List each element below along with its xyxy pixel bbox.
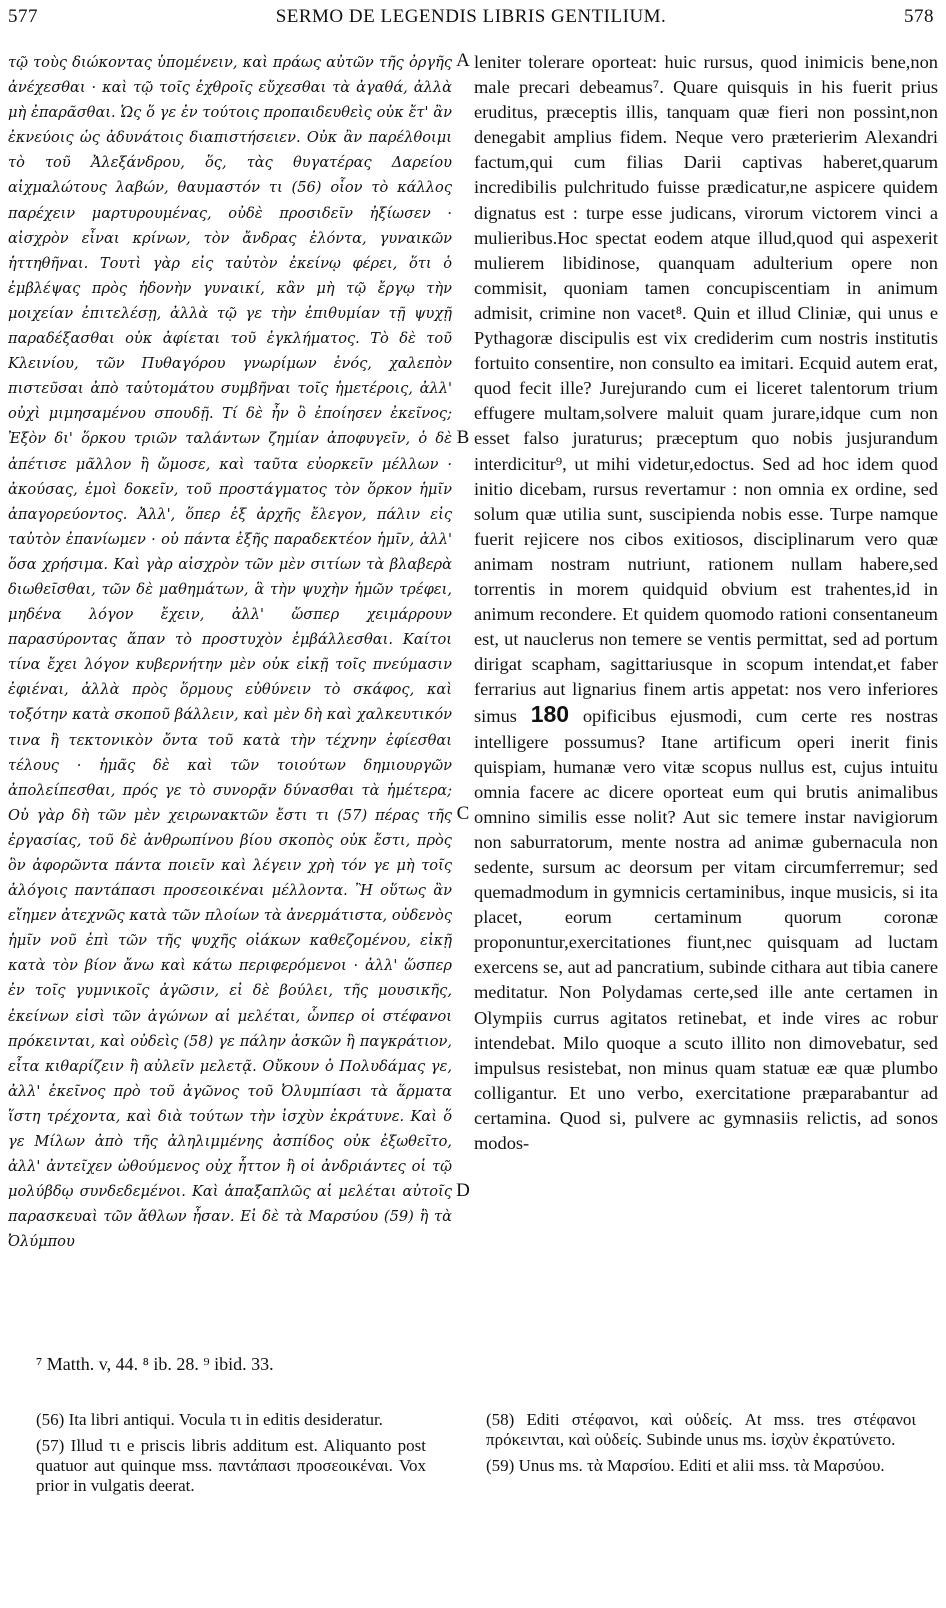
running-title: SERMO DE LEGENDIS LIBRIS GENTILIUM. — [275, 6, 667, 27]
footnotes-left — [36, 1410, 426, 1600]
greek-column — [8, 50, 452, 1460]
page-number-left: 577 — [8, 6, 38, 27]
footnote-57: (57) Illud τι e priscis libris additum est. Aliquanto post quatuor aut quinque mss. παντάπασι προσεοικέναι. Vox prior in vulgatis deerat. — [36, 1436, 426, 1495]
section-marker-b: B — [456, 427, 470, 448]
scripture-references: ⁷ Matth. v, 44. ⁸ ib. 28. ⁹ ibid. 33. — [36, 1354, 274, 1374]
latin-text-part-1: leniter tolerare oporteat: huic rursus, quod inimicis bene,non male precari debeamus⁷. Quare quisquis in his fuerit prius eruditus, præceptis illis, tanquam quæ fieri non possint,non denegabit amplius fidem. Neque vero præterierim Alexandri factum,qui cum filias Darii captivas haberet,quarum incredibilis pulchritudo fuisse prædicatur,ne aspicere quidem dignatus est : turpe esse judicans, virorum victorem vinci a mulieribus.Hoc spectat eodem atque illud,quod qui aspexerit mulierem libidinose, quanquam adulterium opere non commisit, quoniam tamen concupiscentiam in animum admisit, crimine non vacet⁸. Quin et illud Cliniæ, qui unus e Pythagoræ discipulis est vix crediderim cum nostris institutis fortuito consentire, non consulto ea imitari. Ecquid autem erat, quod fecit ille? Jurejurando cum ei liceret talentorum trium effugere multam,solvere maluit quam jurare,idque cum non esset falso juraturus; præceptum quo nobis jusjurandum interdicitur⁹, ut mihi videtur,edoctus. Sed ad hoc idem quod initio dicebam, rursus revertamur : non omnia ex ordine, sed solum quæ utilia sunt, suscipienda nobis esse. Turpe namque fuerit rejicere nos cibos exitiosos, disciplinarum vero quæ animam nostram nutriunt, rationem nullam habere,sed torrentis in morem quidquid obvium est trahentes,id in animum recondere. Et quidem quomodo rationi consentaneum est, ut nauclerus non temere se ventis permittat, sed ad portum dirigat scapham, sagittariusque in scopum intendat,et faber ferrarius aut lignarius finem artis appetat: nos vero inferiores simus — [474, 52, 938, 727]
footnote-56: (56) Ita libri antiqui. Vocula τι in editis desideratur. — [36, 1410, 383, 1429]
latin-text-part-2: opificibus ejusmodi, cum certe res nostras intelligere possumus? Itane artificum operi inerit finis quispiam, humanæ vero vitæ scopus nullus est, cujus intuitu omnia facere ac dicere oporteat eum qui brutis animalibus omnino similis esse nolit? Aut sic temere instar navigiorum non saburratorum, mente nostra ad animæ gubernacula non sedente, sursum ac deorsum per vitam circumferremur; sed quemadmodum in gymnicis certaminibus, inque musicis, si ita placet, eorum certaminum quorum coronæ proponuntur,exercitationes fiunt,nec quisquam ad luctam exercens se, aut ad pancratium, subinde cithara aut tibia canere meditatur. Non Polydamas certe,sed ille ante certamen in Olympiis currus agitatos retinebat, et inde vires ac robur intendebat. Milo quoque a scuto illito non dimovebatur, sed impulsus resistebat, non minus quam statuæ eæ quæ plumbo colligantur. Et uno verbo, exercitatione præparabantur ad certamina. Quod si, pulvere ac gymnasiis relictis, ad sonos modos- — [474, 706, 938, 1154]
section-marker-c: C — [456, 803, 470, 824]
greek-text: τῷ τοὺς διώκοντας ὑπομένειν, καὶ πράως αὐτῶν τῆς ὀργῆς ἀνέχεσθαι · καὶ τῷ τοῖς ἐχθροῖς εὔχεσθαι τὰ ἀγαθά, ἀλλὰ μὴ ἐπαρᾶσθαι. Ὡς ὅ γε ἐν τούτοις προπαιδευθεὶς οὐκ ἔτ' ἂν ἐκνεύοις ὡς ἀδυνάτοις διαπιστήσειεν. Οὐκ ἂν παρέλθοιμι τὸ τοῦ Ἀλεξάνδρου, ὅς, τὰς θυγατέρας Δαρείου αἰχμαλώτους λαβών, θαυμαστόν τι (56) οἷον τὸ κάλλος παρέχειν μαρτυρουμένας, οὐδὲ προσιδεῖν ἠξίωσεν · αἰσχρὸν εἶναι κρίνων, τὸν ἄνδρας ἑλόντα, γυναικῶν ἡττηθῆναι. Τουτὶ γὰρ εἰς ταὐτὸν ἐκείνῳ φέρει, ὅτι ὁ ἐμβλέψας πρὸς ἡδονὴν γυναικί, κἂν μὴ τῷ ἔργῳ τὴν μοιχείαν ἐπιτελέσῃ, ἀλλὰ τῷ γε τὴν ἐπιθυμίαν τῇ ψυχῇ παραδέξασθαι οὐκ ἀφίεται τοῦ ἐγκλήματος. Τὸ δὲ τοῦ Κλεινίου, τῶν Πυθαγόρου γνωρίμων ἑνός, χαλεπὸν πιστεῦσαι ἀπὸ ταὐτομάτου συμβῆναι τοῖς ἡμετέροις, ἀλλ' οὐχὶ μιμησαμένου σπουδῇ. Τί δὲ ἦν ὃ ἐποίησεν ἐκεῖνος; Ἐξὸν δι' ὅρκου τριῶν ταλάντων ζημίαν ἀποφυγεῖν, ὁ δὲ ἀπέτισε μᾶλλον ἢ ὤμοσε, καὶ ταῦτα εὐορκεῖν μέλλων · ἀκούσας, ἐμοὶ δοκεῖν, τοῦ προστάγματος τὸν ὅρκον ἡμῖν ἀπαγορεύοντος. Ἀλλ', ὅπερ ἐξ ἀρχῆς ἔλεγον, πάλιν εἰς ταὐτὸν ἐπανίωμεν · οὐ πάντα ἑξῆς παραδεκτέον ἡμῖν, ἀλλ' ὅσα χρήσιμα. Καὶ γὰρ αἰσχρὸν τῶν μὲν σιτίων τὰ βλαβερὰ διωθεῖσθαι, τῶν δὲ μαθημάτων, ἃ τὴν ψυχὴν ἡμῶν τρέφει, μηδένα λόγον ἔχειν, ἀλλ' ὥσπερ χειμάρρουν παρασύροντας ἅπαν τὸ προστυχὸν ἐμβάλλεσθαι. Καίτοι τίνα ἔχει λόγον κυβερνήτην μὲν οὐκ εἰκῇ τοῖς πνεύμασιν ἐφιέναι, ἀλλὰ πρὸς ὅρμους εὐθύνειν τὸ σκάφος, καὶ τοξότην κατὰ σκοποῦ βάλλειν, καὶ μὲν δὴ καὶ χαλκευτικόν τινα ἢ τεκτονικὸν ὄντα τοῦ κατὰ τὴν τέχνην ἐφίεσθαι τέλους · ἡμᾶς δὲ καὶ τῶν τοιούτων δημιουργῶν ἀπολείπεσθαι, πρός γε τὸ συνορᾷν δύνασθαι τὰ ἡμέτερα; Οὐ γὰρ δὴ τῶν μὲν χειρωνακτῶν ἔστι τι (57) πέρας τῆς ἐργασίας, τοῦ δὲ ἀνθρωπίνου βίου σκοπὸς οὐκ ἔστι, πρὸς ὃν ἀφορῶντα πάντα ποιεῖν καὶ λέγειν χρὴ τόν γε μὴ τοῖς ἀλόγοις παντάπασι προσεοικέναι μέλλοντα. Ἢ οὕτως ἂν εἴημεν ἀτεχνῶς κατὰ τῶν πλοίων τὰ ἀνερμάτιστα, οὐδενὸς ἡμῖν νοῦ ἐπὶ τῶν τῆς ψυχῆς οἰάκων καθεζομένου, εἰκῇ κατὰ τὸν βίον ἄνω καὶ κάτω περιφερόμενοι · ἀλλ' ὥσπερ ἐν τοῖς γυμνικοῖς ἀγῶσιν, εἰ δὲ βούλει, τῆς μουσικῆς, ἐκείνων εἰσὶ τῶν ἀγώνων αἱ μελέται, ὧνπερ οἱ στέφανοι πρόκεινται, καὶ οὐδεὶς (58) γε πάλην ἀσκῶν ἢ παγκράτιον, εἶτα κιθαρίζειν ἢ αὐλεῖν μελετᾷ. Οὔκουν ὁ Πολυδάμας γε, ἀλλ' ἐκεῖνος πρὸ τοῦ ἀγῶνος τοῦ Ὀλυμπίασι τὰ ἅρματα ἵστη τρέχοντα, καὶ διὰ τούτων τὴν ἰσχὺν ἐκράτυνε. Καὶ ὅ γε Μίλων ἀπὸ τῆς ἀληλιμμένης ἀσπίδος οὐκ ἐξωθεῖτο, ἀλλ' ἀντεῖχεν ὠθούμενος οὐχ ἧττον ἢ οἱ ἀνδριάντες οἱ τῷ μολύβδῳ συνδεδεμένοι. Καὶ ἁπαξαπλῶς αἱ μελέται αὐτοῖς παρασκευαὶ τῶν ἄθλων ἦσαν. Εἰ δὲ τὰ Μαρσύου (59) ἢ τὰ Ὀλύμπου — [8, 54, 452, 1251]
running-header — [8, 6, 934, 36]
footnote-59: (59) Unus ms. τὰ Μαρσίου. Editi et alii mss. τὰ Μαρσύου. — [486, 1456, 885, 1475]
latin-text — [474, 50, 938, 1156]
latin-column — [474, 50, 938, 1460]
footnotes-right — [486, 1410, 916, 1600]
page-number-right: 578 — [904, 6, 934, 27]
section-marker-a: A — [456, 50, 470, 71]
column-number: 180 — [530, 701, 570, 728]
section-marker-d: D — [456, 1180, 470, 1201]
footnote-58: (58) Editi στέφανοι, καὶ οὐδείς. At mss. tres στέφανοι πρόκεινται, καὶ οὐδείς. Subinde unus ms. ἰσχὺν ἐκρατύνετο. — [486, 1410, 916, 1449]
section-markers — [452, 50, 474, 1460]
